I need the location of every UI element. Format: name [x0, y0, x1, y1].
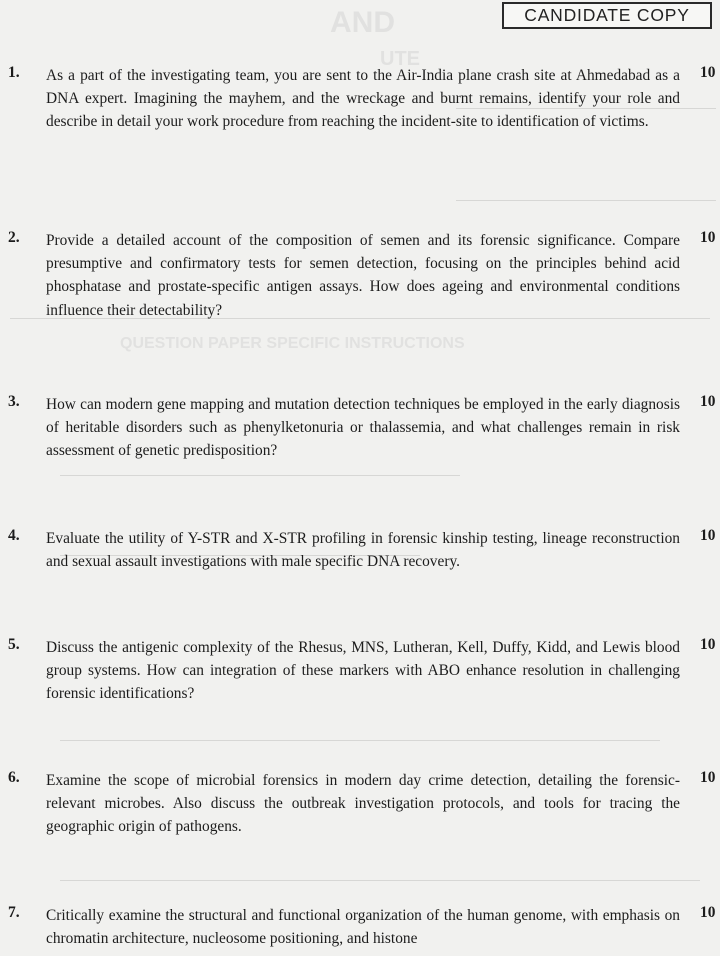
- question-text: How can modern gene mapping and mutation detection techniques be employed in the early diagnosis of heritable disorders such as phenylketonuria or thalassemia, and what challenges remain in risk assessment of genetic predisposition?: [46, 396, 680, 460]
- question-text: Provide a detailed account of the composition of semen and its forensic significance. Compare presumptive and confirmatory tests for semen detection, focusing on the principles behind acid phosphatase and prostate-specific antigen assays. How does ageing and environmental conditions influence their detectability?: [46, 232, 680, 319]
- question-marks: 10: [700, 904, 716, 921]
- question-marks: 10: [700, 393, 716, 410]
- question-number: 7.: [8, 904, 20, 921]
- question-text: As a part of the investigating team, you are sent to the Air-India plane crash site at Ahmedabad as a DNA expert. Imagining the mayhem, and the wreckage and burnt remains, identify your role and describe in detail your work procedure from reaching the incident-site to identification of victims.: [46, 67, 680, 131]
- question-marks: 10: [700, 769, 716, 786]
- candidate-copy-stamp: CANDIDATE COPY: [502, 2, 712, 29]
- question-marks: 10: [700, 636, 716, 653]
- question-marks: 10: [700, 527, 716, 544]
- question-number: 4.: [8, 527, 20, 544]
- question-text: Critically examine the structural and functional organization of the human genome, with emphasis on chromatin architecture, nucleosome positioning, and histone: [46, 907, 680, 948]
- question-number: 5.: [8, 636, 20, 653]
- question-marks: 10: [700, 64, 716, 81]
- question-text: Discuss the antigenic complexity of the Rhesus, MNS, Lutheran, Kell, Duffy, Kidd, and Lewis blood group systems. How can integration of these markers with ABO enhance resolution in challenging forensic identifications?: [46, 639, 680, 703]
- question-number: 2.: [8, 229, 20, 246]
- question-marks: 10: [700, 229, 716, 246]
- question-text: Examine the scope of microbial forensics in modern day crime detection, detailing the forensic-relevant microbes. Also discuss the outbreak investigation protocols, and tools for tracing the geographic origin of pathogens.: [46, 772, 680, 836]
- question-number: 6.: [8, 769, 20, 786]
- question-number: 1.: [8, 64, 20, 81]
- question-number: 3.: [8, 393, 20, 410]
- question-text: Evaluate the utility of Y-STR and X-STR profiling in forensic kinship testing, lineage reconstruction and sexual assault investigations with male specific DNA recovery.: [46, 530, 680, 571]
